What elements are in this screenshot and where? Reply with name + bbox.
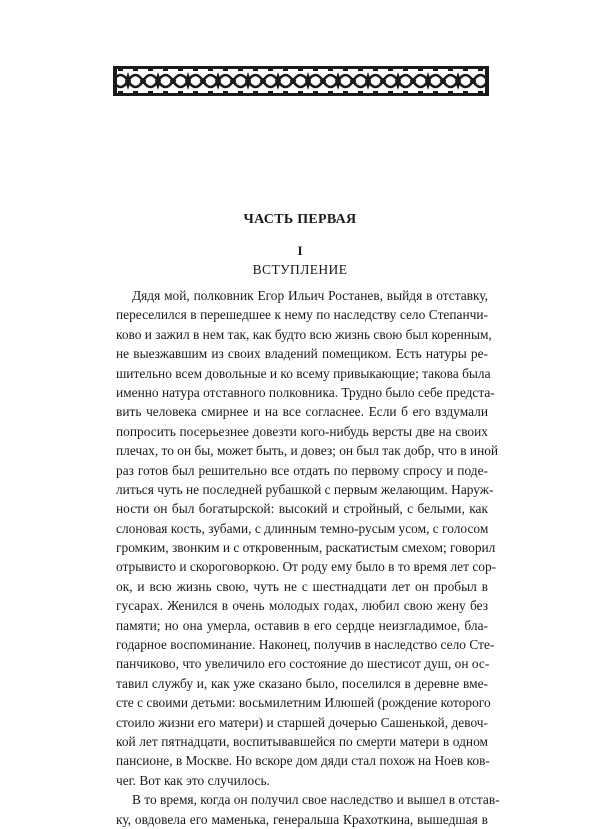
text-line: не выезжавшим из своих владений помещиком. Есть натуры ре- — [116, 346, 488, 362]
text-line: гусарах. Женился в очень молодых годах, любил свою жену без — [116, 598, 488, 614]
text-line: годарное воспоминание. Наконец, получив в наследство село Сте- — [116, 637, 495, 653]
text-line: слоновая кость, зубами, с длинным темно-русым усом, с голосом — [116, 520, 489, 536]
body-text — [116, 286, 500, 829]
text-line: раз готов был решительно все отдать по первому спросу и поде- — [116, 462, 488, 478]
text-line: памяти; но она умерла, оставив в его сердце неизгладимое, бла- — [116, 617, 488, 633]
text-line: Дядя мой, полковник Егор Ильич Ростанев, выйдя в отставку, — [132, 288, 488, 303]
text-line: стоило жизни его матери) и старшей дочерью Сашенькой, девоч- — [116, 714, 488, 730]
text-line: литься чуть не последней рубашкой с первым желающим. Наруж- — [116, 481, 494, 497]
text-line: панчиково, что увеличило его состояние до шестисот душ, он ос- — [116, 656, 490, 672]
chapter-title: ВСТУПЛЕНИЕ — [252, 262, 348, 277]
text-line: отрывисто и скороговоркою. От роду ему было в то время лет сор- — [116, 559, 497, 575]
text-line: громким, звонким и с откровенным, раскатистым смехом; говорил — [116, 540, 496, 556]
text-line: ку, овдовела его маменька, генеральша Крахоткина, вышедшая в — [116, 811, 488, 827]
part-title: ЧАСТЬ ПЕРВАЯ — [243, 212, 357, 227]
text-line: кой лет пятнадцати, воспитывавшейся по смерти матери в одном — [116, 733, 488, 749]
text-line: ково и зажил в нем так, как будто всю жизнь свою был коренным, — [116, 326, 492, 342]
text-line: пансионе, в Москве. Но вскоре дом дяди стал похож на Ноев ков- — [116, 753, 490, 769]
text-line: попросить посерьезнее довезти кого-нибудь версты две на своих — [116, 423, 488, 439]
text-line: В то время, когда он получил свое наследство и вышел в отстав- — [132, 792, 500, 808]
text-line: шительно всем довольные и ко всему привыкающие; такова была — [116, 365, 491, 381]
text-line: переселился в перешедшее к нему по наследству село Степанчи- — [116, 307, 488, 323]
text-line: вить человека смирнее и на все согласнее. Если б его вздумали — [116, 404, 488, 420]
chapter-number: I — [297, 243, 303, 258]
text-line: именно натура отставного полковника. Трудно было себе предста- — [116, 384, 495, 400]
text-line: плечах, то он бы, может быть, и довез; он был так добр, что в иной — [116, 443, 499, 459]
ornamental-border-icon — [113, 66, 489, 96]
text-line: ок, и всю жизнь свою, чуть не с шестнадцати лет он пробыл в — [116, 578, 488, 594]
text-line: ности он был богатырской: высокий и стройный, с белыми, как — [116, 501, 488, 517]
text-line: чег. Вот как это случилось. — [116, 772, 270, 788]
text-line: сте с своими детьми: восьмилетним Илюшей (рождение которого — [116, 695, 491, 711]
text-line: тавил службу и, как уже сказано было, поселился в деревне вме- — [116, 675, 488, 691]
